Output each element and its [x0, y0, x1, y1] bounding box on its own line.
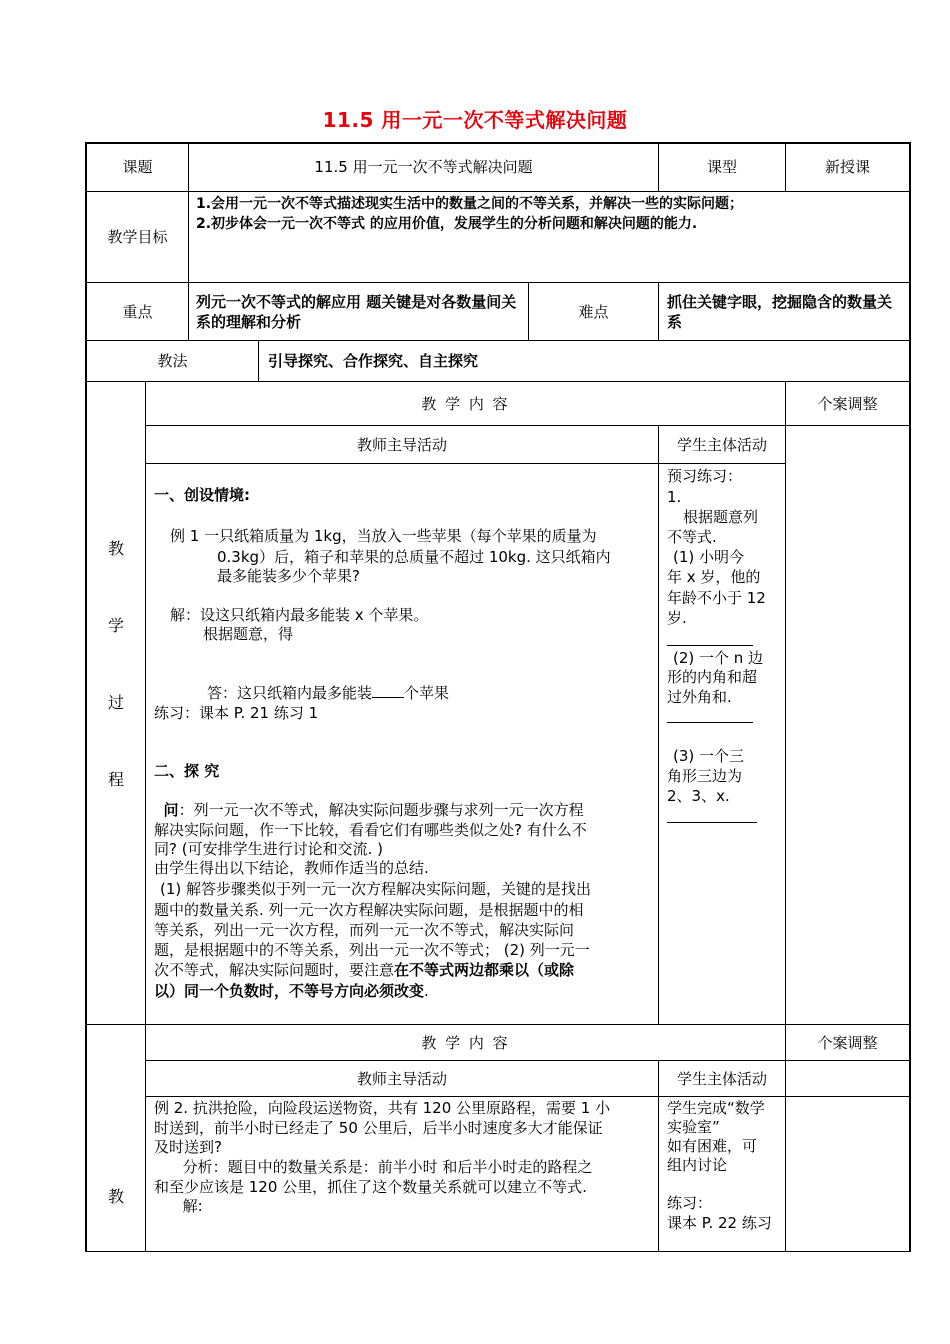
practice-line: 练习：课本 P. 21 练习 1 [154, 704, 319, 722]
goals-label: 教学目标 [107, 228, 168, 246]
teacher-header: 教师主导活动 [356, 435, 447, 454]
student-item2-line-2: 形的内角和超 [667, 668, 758, 686]
example2-line-2: 时送到，前半小时已经走了 50 公里后，后半小时速度多大才能保证 [154, 1119, 603, 1137]
example2-line-6: 解: [154, 1197, 203, 1215]
example2-line-5: 和至少应该是 120 公里，抓住了这个数量关系就可以建立不等式. [154, 1178, 587, 1196]
answer-prefix: 答：这只纸箱内最多能装 [207, 684, 373, 702]
example1-line-2: 0.3kg）后，箱子和苹果的总质量不超过 10kg. 这只纸箱内 [217, 548, 611, 566]
question-line-1 [154, 800, 654, 820]
student-item1a-line-2: 年 x 岁，他的 [667, 568, 761, 586]
answer-line [207, 683, 449, 703]
student2-line-4: 组内讨论 [667, 1156, 728, 1174]
conclusion-line-4: 题，是根据题中的不等关系，列出一元一次不等式； (2) 列一元一 [154, 941, 590, 959]
type-value: 新授课 [824, 158, 870, 176]
answer-suffix: 个苹果 [404, 684, 450, 702]
example2-line-3: 及时送到? [154, 1138, 222, 1156]
key-label: 重点 [122, 302, 153, 321]
question-text-1: ：列一元一次不等式，解决实际问题步骤与求列一元一次方程 [178, 801, 584, 819]
student-item1a-line-3: 年龄不小于 12 [667, 589, 766, 607]
conclusion-bold-2: 以）同一个负数时，不等号方向必须改变 [154, 982, 425, 1000]
answer-blank[interactable] [372, 697, 404, 698]
student-blank-2[interactable] [667, 722, 753, 723]
conclusion-intro: 由学生得出以下结论，教师作适当的总结. [154, 859, 429, 877]
student2-line-1: 学生完成“数学 [667, 1099, 765, 1117]
conclusion-line-2: 题中的数量关系. 列一元一次方程解决实际问题，是根据题中的相 [154, 901, 584, 919]
conclusion-line-1: (1) 解答步骤类似于列一元一次方程解决实际问题，关键的是找出 [160, 880, 592, 898]
topic-value: 11.5 用一元一次不等式解决问题 [314, 158, 533, 176]
student-item3-line-2: 角形三边为 [667, 767, 743, 785]
adjust-header-2: 个案调整 [817, 1033, 878, 1052]
difficult-value: 抓住关键字眼，挖掘隐含的数量关系 [667, 293, 893, 331]
example1-line-3: 最多能装多少个苹果? [217, 567, 360, 585]
conclusion-line-3: 等关系，列出一元一次方程，而列一元一次不等式，解决实际问 [154, 921, 575, 939]
conclusion-bold-1: 在不等式两边都乘以（或除 [394, 961, 575, 979]
example2-line-1: 例 2. 抗洪抢险，向险段运送物资，共有 120 公里原路程，需要 1 小 [154, 1099, 611, 1117]
section-1-title: 一、创设情境: [154, 486, 250, 504]
example2-line-4: 分析：题目中的数量关系是：前半小时 和后半小时走的路程之 [154, 1158, 593, 1176]
content-header: 教 学 内 容 [421, 394, 510, 413]
goal-item-2: 2.初步体会一元一次不等式 的应用价值，发展学生的分析问题和解决问题的能力. [196, 216, 698, 232]
side-char-2: 学 [108, 616, 125, 635]
student-item1a-line-4: 岁. [667, 609, 687, 627]
conclusion-text-5: 次不等式，解决实际问题时，要注意 [154, 961, 395, 979]
question-line-3: 同? (可安排学生进行讨论和交流. ) [154, 840, 383, 858]
section-2-title: 二、探 究 [154, 762, 220, 780]
conclusion-end: . [424, 982, 429, 1000]
question-line-2: 解决实际问题，作一下比较，看看它们有哪些类似之处? 有什么不 [154, 821, 587, 839]
student2-line-2: 实验室” [667, 1118, 720, 1136]
student-item1a-line-1: (1) 小明今 [673, 548, 745, 566]
student-item3-line-3: 2、3、x. [667, 787, 730, 805]
method-value: 引导探究、合作探究、自主探究 [268, 352, 479, 370]
topic-label: 课题 [122, 158, 153, 176]
student-item1-line-1: 根据题意列 [683, 508, 759, 526]
solution-line-2: 根据题意，得 [203, 625, 294, 643]
student2-line-3: 如有困难，可 [667, 1137, 758, 1155]
adjust-header: 个案调整 [817, 394, 878, 413]
side-char-3: 过 [108, 693, 125, 712]
conclusion-line-5 [154, 960, 654, 980]
student-blank-3[interactable] [667, 822, 757, 823]
type-label: 课型 [706, 158, 737, 176]
question-label: 问 [163, 801, 179, 819]
side-char-4: 程 [108, 770, 125, 789]
student-item1-no: 1. [667, 488, 682, 506]
teacher-header-2: 教师主导活动 [356, 1069, 447, 1088]
student-item2-line-3: 过外角和. [667, 688, 732, 706]
student-item1-line-2: 不等式. [667, 528, 717, 546]
student-item3-line-1: (3) 一个三 [673, 747, 745, 765]
student-intro: 预习练习： [667, 467, 743, 485]
student-blank-1[interactable] [667, 645, 753, 646]
key-value: 列元一次不等式的解应用 题关键是对各数量间关系的理解和分析 [196, 293, 517, 331]
student-header: 学生主体活动 [676, 435, 767, 454]
solution-line-1: 解：设这只纸箱内最多能装 x 个苹果。 [170, 606, 429, 624]
student-item2-line-1: (2) 一个 n 边 [673, 649, 764, 667]
method-label: 教法 [157, 352, 188, 370]
example1-line-1: 例 1 一只纸箱质量为 1kg，当放入一些苹果（每个苹果的质量为 [170, 527, 597, 545]
student2-line-7: 课本 P. 22 练习 [667, 1214, 772, 1232]
conclusion-line-6 [154, 981, 654, 1001]
side-char-1: 教 [108, 539, 125, 558]
difficult-label: 难点 [578, 302, 609, 321]
goal-item-1: 1.会用一元一次不等式描述现实生活中的数量之间的不等关系，并解决一些的实际问题； [196, 196, 744, 212]
content-header-2: 教 学 内 容 [421, 1033, 510, 1052]
student-header-2: 学生主体活动 [676, 1069, 767, 1088]
document-title: 11.5 用一元一次不等式解决问题 [322, 108, 628, 132]
student2-line-6: 练习： [667, 1194, 713, 1212]
side-char-2-1: 教 [108, 1187, 125, 1206]
